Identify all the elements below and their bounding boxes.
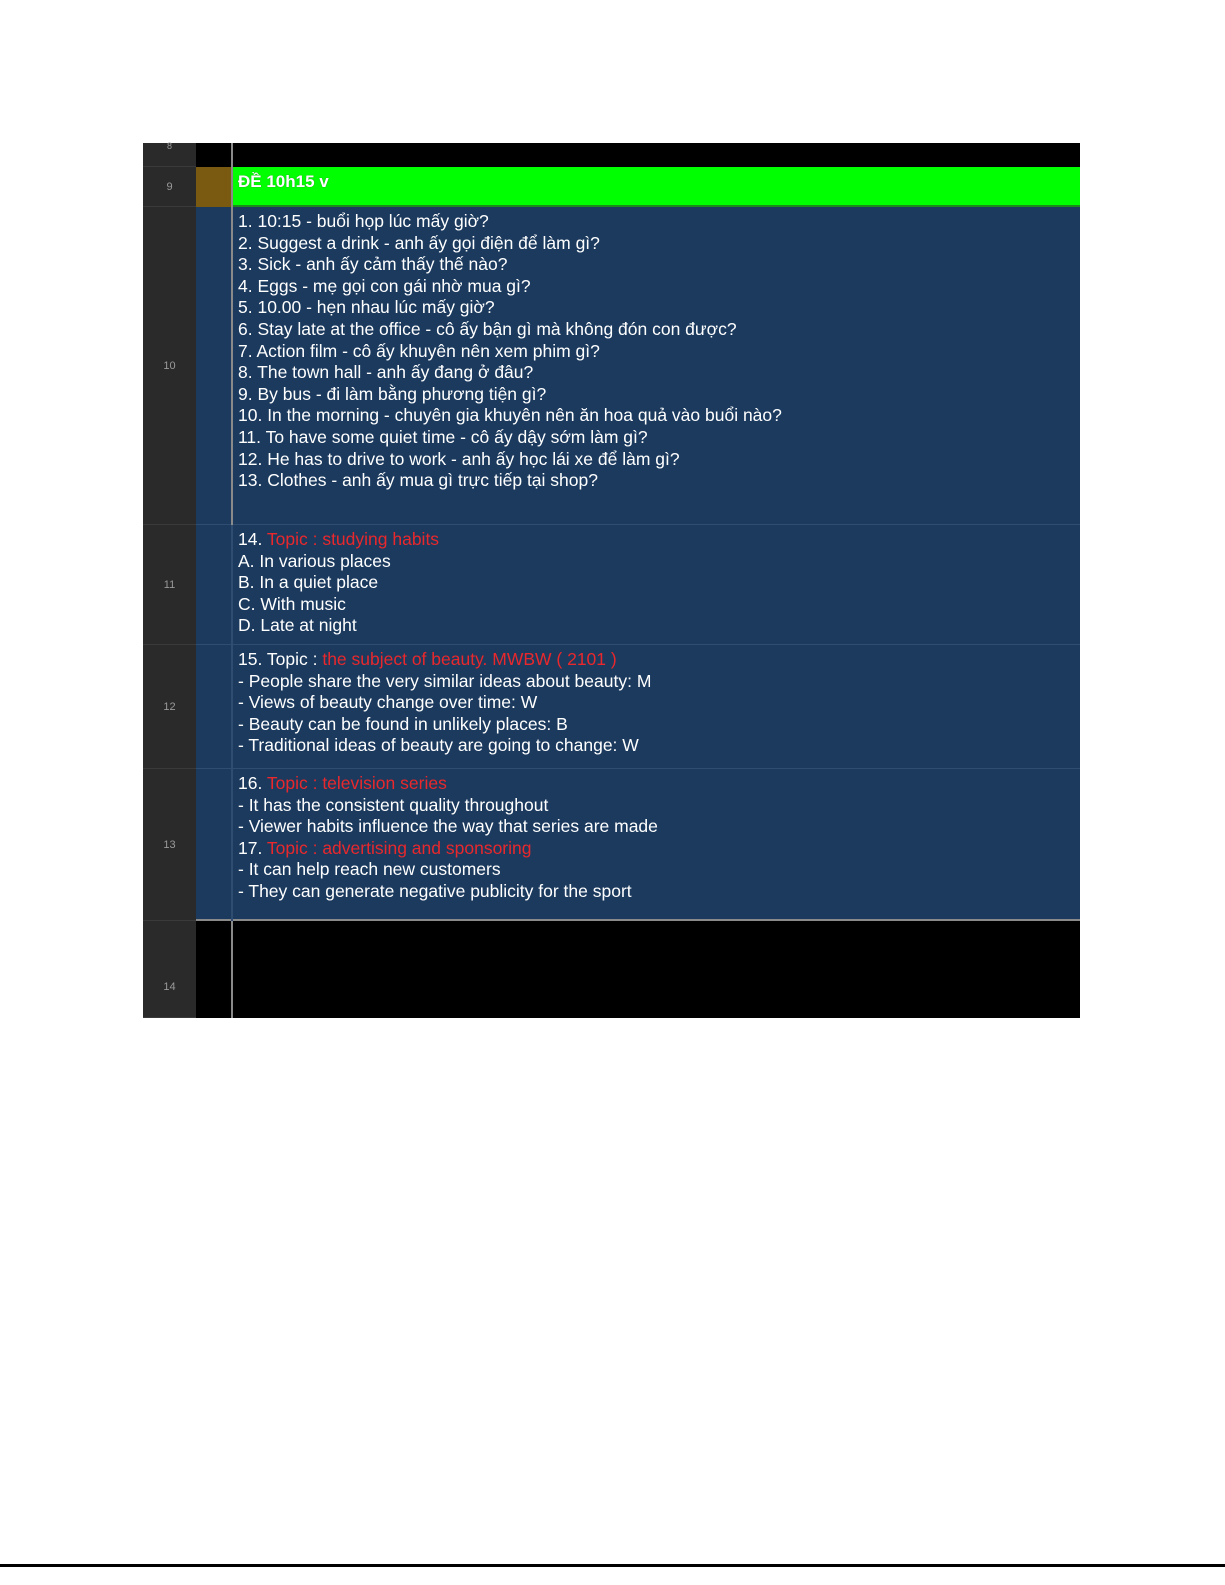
topic-label: the subject of beauty. MWBW ( 2101 ): [322, 649, 617, 669]
row-8: [143, 143, 1080, 167]
cell-a13[interactable]: [196, 769, 232, 921]
list-item: B. In a quiet place: [238, 572, 379, 593]
question-heading: [238, 649, 1080, 671]
list-item: 5. 10.00 - hẹn nhau lúc mấy giờ?: [238, 297, 495, 318]
list-item: 3. Sick - anh ấy cảm thấy thế nào?: [238, 254, 508, 275]
list-item: C. With music: [238, 593, 346, 614]
list-item: 13. Clothes - anh ấy mua gì trực tiếp tại shop?: [238, 470, 598, 491]
list-item: 10. In the morning - chuyên gia khuyên nên ăn hoa quả vào buổi nào?: [238, 405, 782, 426]
row-10: [143, 207, 1080, 525]
list-item: 12. He has to drive to work - anh ấy học lái xe để làm gì?: [238, 448, 680, 469]
row-number[interactable]: 13: [143, 769, 196, 921]
topic-label: Topic : advertising and sponsoring: [266, 837, 532, 858]
cell-a12[interactable]: [196, 645, 232, 769]
cell-b14[interactable]: [233, 921, 1080, 1018]
cell-a9[interactable]: [196, 167, 232, 207]
list-item: - It has the consistent quality throughout: [238, 794, 549, 815]
page-bottom-rule: [0, 1564, 1225, 1567]
section-title[interactable]: ĐỀ 10h15 v: [233, 167, 1080, 207]
spreadsheet-grid: [143, 143, 1080, 1018]
topic-label: Topic : studying habits: [266, 529, 440, 549]
list-item: D. Late at night: [238, 615, 357, 636]
list-item: 4. Eggs - mẹ gọi con gái nhờ mua gì?: [238, 275, 531, 296]
list-item: - Beauty can be found in unlikely places: B: [238, 713, 568, 734]
list-item: - They can generate negative publicity for the sport: [238, 880, 632, 901]
row-12: [143, 645, 1080, 769]
cell-a10[interactable]: [196, 207, 232, 525]
cell-b11[interactable]: [233, 525, 1080, 645]
question-number: 16.: [238, 773, 267, 793]
list-item: 11. To have some quiet time - cô ấy dậy sớm làm gì?: [238, 426, 648, 447]
list-item: A. In various places: [238, 550, 391, 571]
row-13: [143, 769, 1080, 921]
row-9: [143, 167, 1080, 207]
question-number: 17.: [238, 837, 267, 858]
question-heading: [238, 529, 1080, 551]
list-item: - Viewer habits influence the way that series are made: [238, 816, 658, 837]
row-number[interactable]: 8: [143, 143, 196, 167]
cell-b8[interactable]: [233, 143, 1080, 167]
list-item: - People share the very similar ideas about beauty: M: [238, 670, 652, 691]
cell-a11[interactable]: [196, 525, 232, 645]
question-number: 15. Topic :: [238, 649, 323, 669]
row-number[interactable]: 9: [143, 167, 196, 207]
cell-a14[interactable]: [196, 921, 232, 1018]
row-number[interactable]: 12: [143, 645, 196, 769]
question-heading: [238, 838, 1080, 860]
list-item: 7. Action film - cô ấy khuyên nên xem phim gì?: [238, 340, 600, 361]
row-11: [143, 525, 1080, 645]
row-number[interactable]: 11: [143, 525, 196, 645]
list-item: - Traditional ideas of beauty are going to change: W: [238, 735, 639, 756]
list-item: 1. 10:15 - buổi họp lúc mấy giờ?: [238, 211, 489, 231]
cell-b12[interactable]: [233, 645, 1080, 769]
question-heading: [238, 773, 1080, 795]
cell-b13[interactable]: [233, 769, 1080, 921]
cell-a8[interactable]: [196, 143, 232, 167]
list-item: 6. Stay late at the office - cô ấy bận gì mà không đón con được?: [238, 318, 737, 339]
row-number[interactable]: 10: [143, 207, 196, 525]
list-item: - It can help reach new customers: [238, 859, 501, 880]
list-item: - Views of beauty change over time: W: [238, 692, 538, 713]
cell-b10[interactable]: [233, 207, 1080, 525]
row-14: [143, 921, 1080, 1018]
list-item: 2. Suggest a drink - anh ấy gọi điện để làm gì?: [238, 232, 600, 253]
list-item: 9. By bus - đi làm bằng phương tiện gì?: [238, 383, 547, 404]
row-number[interactable]: 14: [143, 921, 196, 1018]
question-number: 14.: [238, 529, 267, 549]
topic-label: Topic : television series: [266, 773, 447, 793]
list-item: 8. The town hall - anh ấy đang ở đâu?: [238, 362, 534, 383]
